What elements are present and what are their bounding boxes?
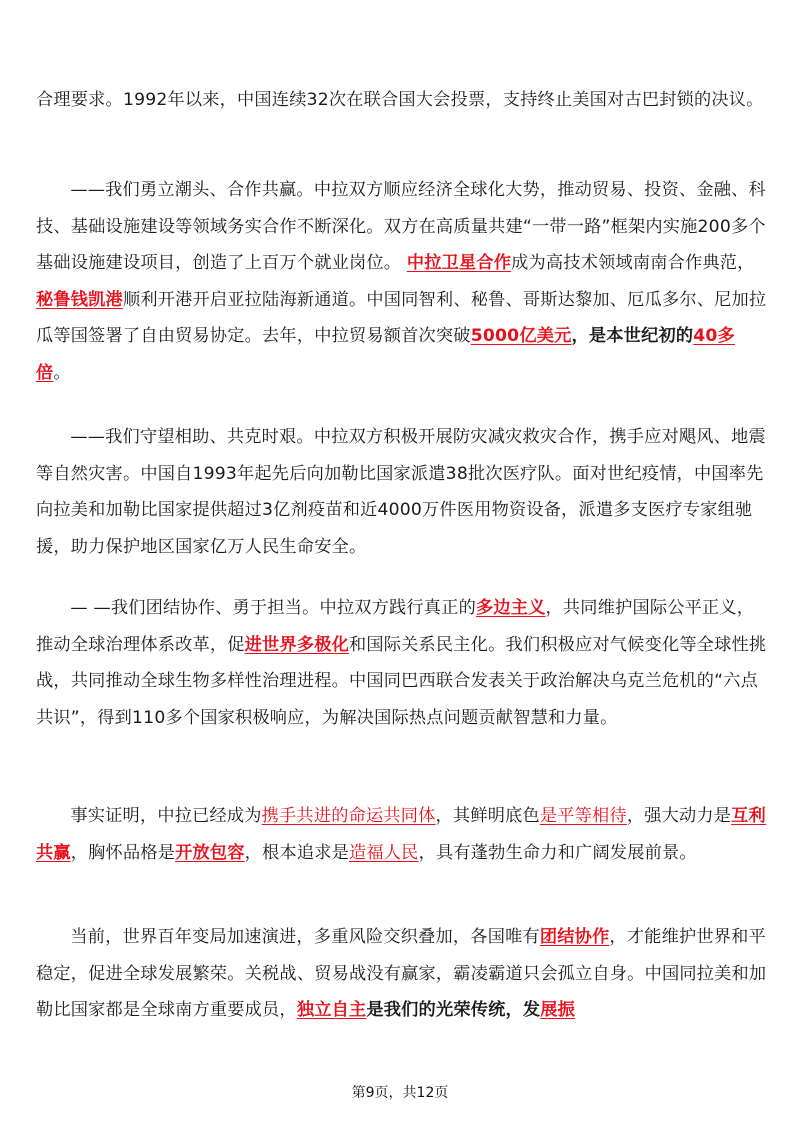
text-run: 。 bbox=[53, 362, 71, 383]
text-run: ，强大动力是 bbox=[626, 806, 732, 826]
highlight-chancay-port: 秘鲁钱凯港 bbox=[36, 289, 123, 310]
text-run: ——我们勇立潮头、合作共赢。中拉双方顺应经济全球化大势，推动贸易、投资、金融、科技、基础设施建设等领域务实合作不断深化。双方在高质量共建“一带一路”框架内实施200多个基础设施建设项目，创造了上百万个就业岗位。 bbox=[36, 180, 766, 273]
paragraph-cuba-vote bbox=[36, 82, 768, 119]
text-run: ，是本世纪初的 bbox=[571, 326, 694, 346]
highlight-unity: 团结协作 bbox=[539, 927, 610, 947]
paragraph-current-situation bbox=[36, 919, 768, 1029]
text-run: 成为高技术领域南南合作典范， bbox=[511, 253, 755, 273]
text-run: ，才能维护世界和平稳定，促进全球发展繁荣。关税战、贸易战没有赢家，霸凌霸道只会孤立自身。中国同拉美和加勒比国家都是全球南方重要成员， bbox=[36, 927, 767, 1020]
highlight-independence: 独立自主 bbox=[296, 1000, 367, 1020]
highlight-community: 携手共进的命运共同体 bbox=[261, 806, 436, 826]
text-run: 合理要求。1992年以来，中国连续32次在联合国大会投票，支持终止美国对古巴封锁的决议。 bbox=[36, 90, 764, 110]
text-run: 事实证明，中拉已经成为 bbox=[70, 806, 262, 826]
text-run: ，其鲜明底色 bbox=[435, 806, 540, 826]
text-run: 是我们的光荣传统，发 bbox=[366, 1000, 541, 1020]
highlight-benefit-people: 造福人民 bbox=[349, 842, 419, 863]
highlight-trade-volume: 5000亿美元 bbox=[470, 326, 572, 346]
highlight-openness: 开放包容 bbox=[175, 842, 245, 863]
paragraph-cooperation bbox=[36, 172, 768, 391]
highlight-mutual-benefit: 互利共赢 bbox=[36, 806, 766, 863]
text-run: ，具有蓬勃生命力和广阔发展前景。 bbox=[418, 842, 697, 863]
text-run: ，胸怀品格是 bbox=[70, 842, 176, 863]
highlight-satellite: 中拉卫星合作 bbox=[406, 253, 512, 273]
highlight-equality: 是平等相待 bbox=[539, 806, 627, 826]
text-run: — —我们团结协作、勇于担当。中拉双方践行真正的 bbox=[70, 598, 476, 618]
text-run: 和国际关系民主化。我们积极应对气候变化等全球性挑战，共同推动全球生物多样性治理进程。中国同巴西联合发表关于政治解决乌克兰危机的“六点共识”，得到110多个国家积极响应，为解决国际热点问题贡献智慧和力量。 bbox=[36, 634, 767, 728]
highlight-multipolarity: 进世界多极化 bbox=[244, 634, 349, 655]
highlight-multilateralism: 多边主义 bbox=[475, 598, 546, 618]
highlight-growth-multiple: 40多倍 bbox=[36, 326, 735, 383]
text-run: ，共同维护国际公平正义，推动全球治理体系改革，促 bbox=[36, 598, 755, 655]
text-run: ——我们守望相助、共克时艰。中拉双方积极开展防灾减灾救灾合作，携手应对飓风、地震等自然灾害。中国自1993年起先后向加勒比国家派遣38批次医疗队。面对世纪疫情，中国率先向拉美和加勒比国家提供超过3亿剂疫苗和近4000万件医用物资设备，派遣多支医疗专家组驰援，助力保护地区国家亿万人民生命安全。 bbox=[36, 427, 766, 557]
page-number-footer: 第9页，共12页 bbox=[351, 1085, 449, 1101]
paragraph-mutual-aid bbox=[36, 419, 768, 565]
text-run: ，根本追求是 bbox=[244, 842, 349, 863]
paragraph-facts bbox=[36, 798, 768, 871]
highlight-truncated: 展振 bbox=[540, 1000, 576, 1020]
paragraph-solidarity bbox=[36, 590, 768, 736]
text-run: 当前，世界百年变局加速演进，多重风险交织叠加，各国唯有 bbox=[70, 927, 540, 947]
text-run: 顺利开港开启亚拉陆海新通道。中国同智利、秘鲁、哥斯达黎加、厄瓜多尔、尼加拉瓜等国签署了自由贸易协定。去年，中拉贸易额首次突破 bbox=[36, 289, 767, 346]
